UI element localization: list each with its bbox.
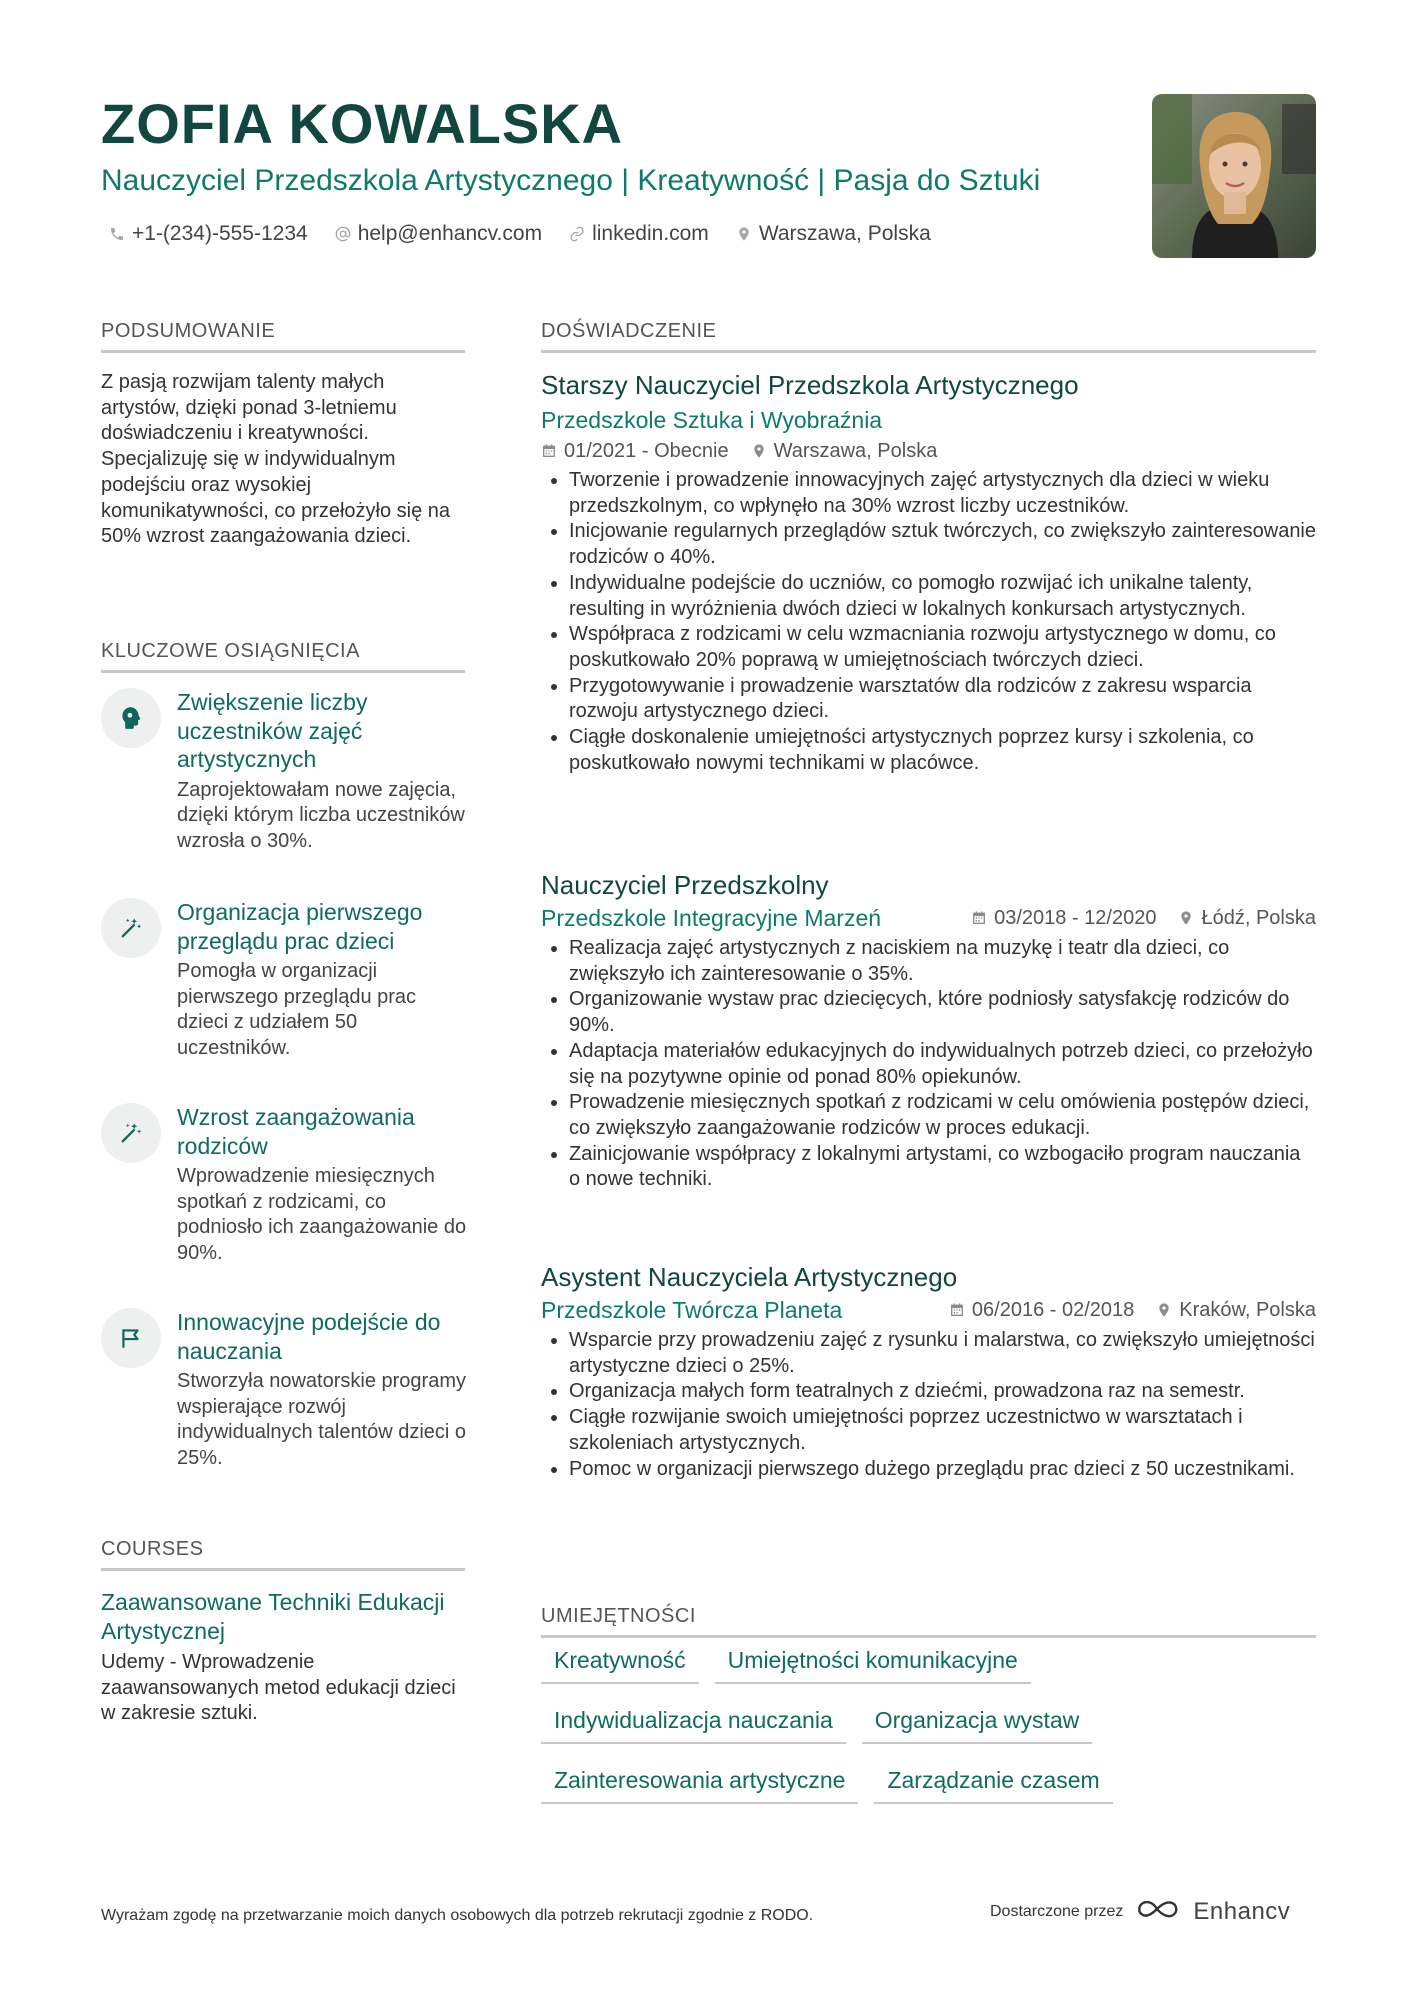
job-location: [1156, 1295, 1316, 1325]
job-bullet: • Organizacja małych form teatralnych z dziećmi, prowadzona raz na semestr.: [569, 1379, 1316, 1405]
achievement-title: Organizacja pierwszego przeglądu prac dzieci: [177, 899, 423, 954]
job-entry: [541, 368, 1316, 776]
achievement-body: [177, 1308, 467, 1472]
achievement-desc: Pomogła w organizacji pierwszego przeglądu prac dzieci z udziałem 50 uczestników.: [177, 960, 417, 1060]
brand-name[interactable]: Enhancv: [1193, 1897, 1291, 1925]
summary-text: Z pasją rozwijam talenty małych artystów, dzięki ponad 3-letniemu doświadczeniu i kreatywności. Specjalizuję się w indywidualnym podejściu oraz wysokiej komunikatywności, co przełożyło się na 50% wzrost zaangażowania dzieci.: [101, 371, 451, 548]
contact-phone-text[interactable]: +1-(234)-555-1234: [132, 222, 308, 245]
courses-heading: COURSES: [101, 1536, 465, 1571]
job-bullet: • Ciągłe rozwijanie swoich umiejętności poprzez uczestnictwo w warsztatach i szkoleniach artystycznych.: [569, 1405, 1316, 1456]
achievement-desc: Wprowadzenie miesięcznych spotkań z rodzicami, co podniosło ich zaangażowanie do 90%.: [177, 1165, 467, 1265]
job-company: Przedszkole Sztuka i Wyobraźnia: [541, 407, 883, 433]
contact-location: [735, 218, 931, 250]
candidate-name: ZOFIA KOWALSKA: [101, 92, 624, 155]
job-bullet: • Współpraca z rodzicami w celu wzmacniania rozwoju artystycznego w domu, co poskutkowało 20% poprawą w umiejętnościach twórczych dzieci.: [569, 622, 1316, 673]
job-entry: [541, 1260, 1316, 1482]
job-location: [751, 436, 938, 466]
skills-list: [541, 1640, 1316, 1820]
calendar-icon: [971, 910, 987, 926]
skill-tag: Organizacja wystaw: [862, 1700, 1093, 1744]
job-bullet: • Indywidualne podejście do uczniów, co pomogło rozwijać ich unikalne talenty, resulting in wyróżnienia dwóch dzieci w lokalnych konkursach artystycznych.: [569, 571, 1316, 622]
job-location-text: Łódź, Polska: [1201, 907, 1316, 929]
course-desc: Udemy - Wprowadzenie zaawansowanych metod edukacji dzieci w zakresie sztuki.: [101, 1651, 456, 1725]
summary-heading: PODSUMOWANIE: [101, 318, 465, 353]
link-icon: [568, 225, 586, 243]
job-dates: [541, 436, 729, 466]
job-dates: [949, 1295, 1134, 1325]
achievement-title: Zwiększenie liczby uczestników zajęć artystycznych: [177, 689, 368, 772]
brain-head-icon: [101, 688, 161, 748]
job-bullet: • Wsparcie przy prowadzeniu zajęć z rysunku i malarstwa, co zwiększyło umiejętności artystyczne dzieci o 25%.: [569, 1328, 1316, 1379]
job-meta: [971, 903, 1316, 933]
enhancv-logo-icon: [1135, 1897, 1181, 1926]
skills-row: [541, 1760, 1316, 1804]
achievement-body: [177, 688, 467, 855]
job-title: Starszy Nauczyciel Przedszkola Artystycznego: [541, 370, 1079, 400]
calendar-icon: [541, 443, 557, 459]
achievement-desc: Stworzyła nowatorskie programy wspierające rozwój indywidualnych talentów dzieci o 25%.: [177, 1370, 467, 1470]
job-bullet: • Pomoc w organizacji pierwszego dużego przeglądu prac dzieci z 50 uczestnikami.: [569, 1457, 1316, 1483]
job-location: [1178, 903, 1316, 933]
job-dates-text: 03/2018 - 12/2020: [994, 907, 1157, 929]
gdpr-consent: Wyrażam zgodę na przetwarzanie moich danych osobowych dla potrzeb rekrutacji zgodnie z RODO.: [101, 1907, 814, 1924]
job-bullet: • Zainicjowanie współpracy z lokalnymi artystami, co wzbogaciło program nauczania o nowe techniki.: [569, 1142, 1316, 1193]
skill-tag: Zainteresowania artystyczne: [541, 1760, 858, 1804]
magic-wand-icon: [101, 898, 161, 958]
skills-heading: UMIEJĘTNOŚCI: [541, 1603, 1316, 1638]
experience-heading: DOŚWIADCZENIE: [541, 318, 1316, 353]
job-bullets: [541, 468, 1316, 776]
job-company-row: [541, 1294, 1316, 1326]
phone-icon: [108, 225, 126, 243]
at-icon: [334, 225, 352, 243]
profile-photo: [1152, 94, 1316, 258]
footer-brand: [990, 1897, 1290, 1926]
job-location-text: Warszawa, Polska: [773, 440, 938, 462]
skill-tag: Kreatywność: [541, 1640, 699, 1684]
location-pin-icon: [751, 443, 767, 459]
job-bullet: • Prowadzenie miesięcznych spotkań z rodzicami w celu omówienia postępów dzieci, co zwiększyło zaangażowanie rodziców w proces edukacji.: [569, 1090, 1316, 1141]
job-bullet: • Tworzenie i prowadzenie innowacyjnych zajęć artystycznych dla dzieci w wieku przedszkolnym, co wpłynęło na 30% wzrost liczby uczestników.: [569, 468, 1316, 519]
magic-wand-icon: [101, 1103, 161, 1163]
location-pin-icon: [1178, 910, 1194, 926]
flag-icon: [101, 1308, 161, 1368]
job-bullet: • Adaptacja materiałów edukacyjnych do indywidualnych potrzeb dzieci, co przełożyło się na pozytywne opinie od ponad 80% opiekunów.: [569, 1039, 1316, 1090]
job-company: Przedszkole Twórcza Planeta: [541, 1297, 843, 1323]
calendar-icon: [949, 1302, 965, 1318]
course-title: Zaawansowane Techniki Edukacji Artystycznej: [101, 1589, 445, 1644]
contact-linkedin: [568, 218, 709, 250]
contact-phone: [108, 218, 308, 250]
job-bullet: • Ciągłe doskonalenie umiejętności artystycznych poprzez kursy i szkolenia, co poskutkowało nowymi technikami w placówce.: [569, 725, 1316, 776]
job-meta: [541, 436, 1316, 466]
job-bullet: • Realizacja zajęć artystycznych z naciskiem na muzykę i teatr dla dzieci, co zwiększyło ich zainteresowanie o 35%.: [569, 936, 1316, 987]
job-dates-text: 01/2021 - Obecnie: [564, 440, 729, 462]
job-title: Nauczyciel Przedszkolny: [541, 870, 829, 900]
location-pin-icon: [1156, 1302, 1172, 1318]
contact-linkedin-text[interactable]: linkedin.com: [592, 222, 709, 245]
job-meta: [949, 1295, 1316, 1325]
job-location-text: Kraków, Polska: [1179, 1299, 1316, 1321]
skill-tag: Indywidualizacja nauczania: [541, 1700, 846, 1744]
contact-bar: [108, 218, 931, 250]
job-company: Przedszkole Integracyjne Marzeń: [541, 905, 882, 931]
skill-tag: Zarządzanie czasem: [874, 1760, 1112, 1804]
powered-by-label: Dostarczone przez: [990, 1902, 1124, 1920]
job-dates-text: 06/2016 - 02/2018: [971, 1299, 1135, 1321]
contact-location-text: Warszawa, Polska: [758, 222, 931, 245]
achievement-body: [177, 1103, 467, 1267]
achievement-body: [177, 898, 467, 1062]
achievements-heading: KLUCZOWE OSIĄGNIĘCIA: [101, 638, 465, 673]
contact-email-text[interactable]: help@enhancv.com: [357, 222, 543, 245]
job-bullet: • Przygotowywanie i prowadzenie warsztatów dla rodziców z zakresu wsparcia rozwoju artystycznego dzieci.: [569, 674, 1316, 725]
job-bullet: • Inicjowanie regularnych przeglądów sztuk twórczych, co zwiększyło zainteresowanie rodziców o 40%.: [569, 519, 1316, 570]
skills-row: [541, 1640, 1316, 1684]
candidate-headline: Nauczyciel Przedszkola Artystycznego | Kreatywność | Pasja do Sztuki: [101, 164, 1041, 197]
contact-email: [334, 218, 542, 250]
job-bullets: [541, 1328, 1316, 1482]
job-bullets: [541, 936, 1316, 1193]
job-bullet: • Organizowanie wystaw prac dziecięcych, które podniosły satysfakcję rodziców do 90%.: [569, 987, 1316, 1038]
skill-tag: Umiejętności komunikacyjne: [715, 1640, 1031, 1684]
job-dates: [971, 903, 1156, 933]
achievement-title: Wzrost zaangażowania rodziców: [177, 1104, 415, 1159]
location-pin-icon: [735, 225, 753, 243]
job-title: Asystent Nauczyciela Artystycznego: [541, 1262, 958, 1292]
job-entry: [541, 868, 1316, 1193]
skills-row: [541, 1700, 1316, 1744]
job-company-row: [541, 902, 1316, 934]
achievement-desc: Zaprojektowałam nowe zajęcia, dzięki którym liczba uczestników wzrosła o 30%.: [177, 778, 465, 852]
achievement-title: Innowacyjne podejście do nauczania: [177, 1309, 441, 1364]
